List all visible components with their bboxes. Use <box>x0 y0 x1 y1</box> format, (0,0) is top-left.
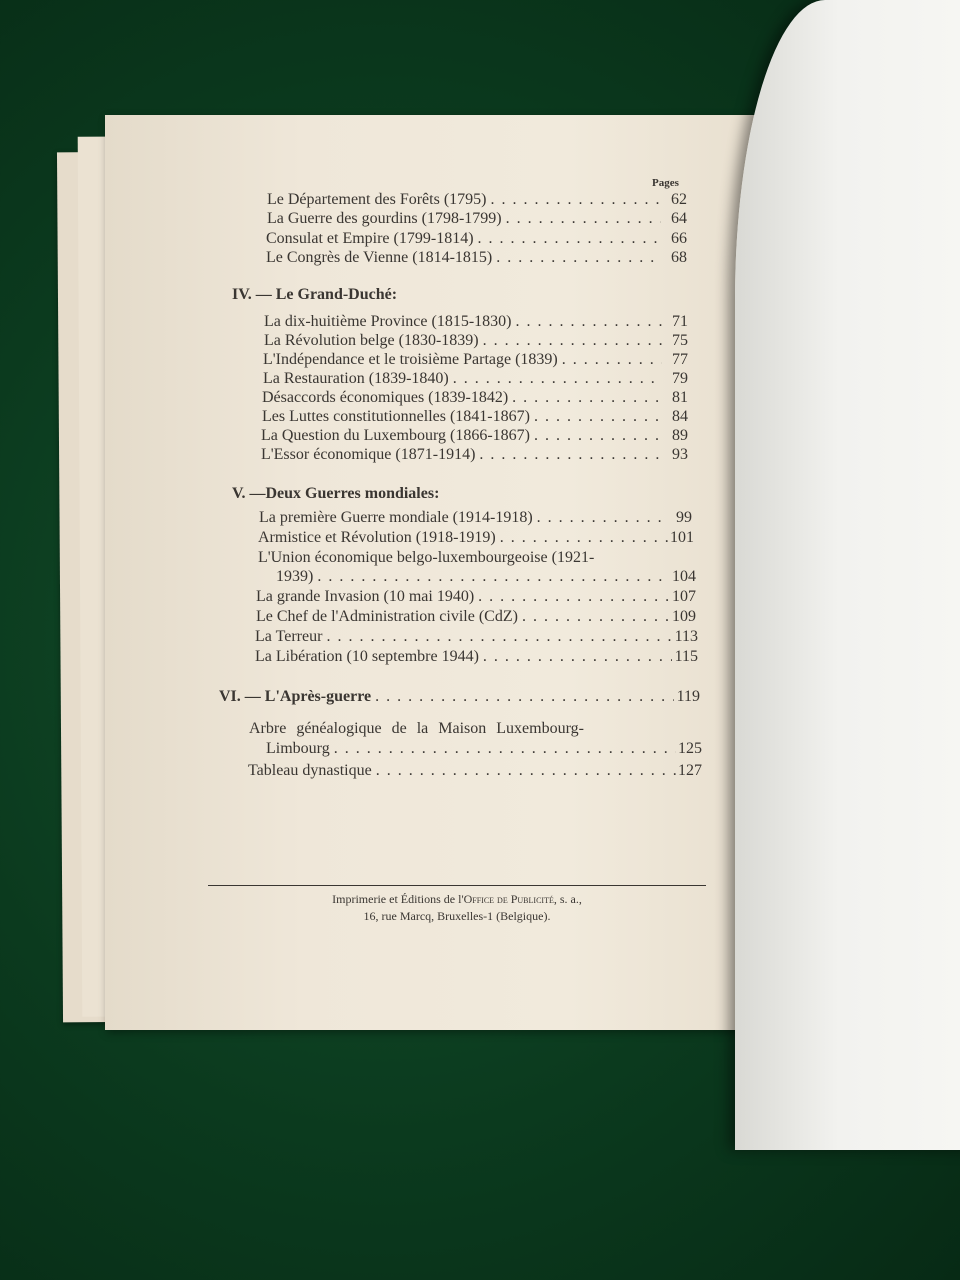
toc-entry-page: 99 <box>676 509 692 526</box>
toc-entry-page: 113 <box>674 628 698 645</box>
toc-entry-page: 68 <box>671 249 687 266</box>
toc-entry-label: Le Département des Forêts (1795) <box>267 191 487 208</box>
toc-entry <box>255 646 698 668</box>
toc-entry-label: Les Luttes constitutionnelles (1841-1867) <box>262 408 530 425</box>
toc-entry <box>256 586 696 608</box>
toc-entry-page: 71 <box>672 313 688 330</box>
toc-entry-label: La Question du Luxembourg (1866-1867) <box>261 427 530 444</box>
toc-entry-label: La Terreur <box>255 628 323 645</box>
toc-entry-page: 64 <box>671 210 687 227</box>
toc-entry-label: Limbourg <box>266 740 330 757</box>
toc-entry <box>266 738 702 760</box>
toc-entry-label: L'Indépendance et le troisième Partage (1839) <box>263 351 558 368</box>
toc-entry-page: 62 <box>671 191 687 208</box>
toc-entry <box>258 527 694 549</box>
toc-entry-page: 93 <box>672 446 688 463</box>
toc-entry-label: La première Guerre mondiale (1914-1918) <box>259 509 533 526</box>
section-heading: IV. — Le Grand-Duché: <box>232 286 398 303</box>
toc-entry <box>255 626 698 648</box>
toc-entry <box>266 247 687 269</box>
imprint-line-1: Imprimerie et Éditions de l'Office de Publicité, s. a., <box>332 892 582 906</box>
toc-entry-page: 109 <box>672 608 696 625</box>
toc-entry-label: Arbre généalogique de la Maison Luxembourg- <box>249 720 584 737</box>
toc-entry-label: L'Union économique belgo-luxembourgeoise (1921- <box>258 549 595 566</box>
toc-entry-label: Désaccords économiques (1839-1842) <box>262 389 509 406</box>
toc-entry-label: La Restauration (1839-1840) <box>263 370 449 387</box>
toc-entry-label: Le Congrès de Vienne (1814-1815) <box>266 249 493 266</box>
toc-entry-label: Consulat et Empire (1799-1814) <box>266 230 474 247</box>
toc-entry-page: 79 <box>672 370 688 387</box>
section-heading: V. —Deux Guerres mondiales: <box>232 485 440 502</box>
toc-entry-page: 115 <box>674 648 698 665</box>
toc-entry-page: 107 <box>672 588 696 605</box>
toc-entry <box>276 566 696 588</box>
toc-entry <box>267 208 687 230</box>
toc-entry-label: Le Chef de l'Administration civile (CdZ) <box>256 608 518 625</box>
toc-entry-label: La Libération (10 septembre 1944) <box>255 648 479 665</box>
toc-entry-label: Tableau dynastique <box>248 762 372 779</box>
toc-entry-page: 127 <box>678 762 702 779</box>
toc-entry-label: 1939) <box>276 568 314 585</box>
toc-entry-page: 75 <box>672 332 688 349</box>
imprint-line-2: 16, rue Marcq, Bruxelles-1 (Belgique). <box>363 909 551 923</box>
toc-entry-page: 125 <box>678 740 702 757</box>
toc-entry-label: La grande Invasion (10 mai 1940) <box>256 588 475 605</box>
toc-entry <box>256 606 696 628</box>
toc-entry-page: 84 <box>672 408 688 425</box>
toc-entry <box>259 507 692 529</box>
toc-entry-label: La dix-huitième Province (1815-1830) <box>264 313 512 330</box>
pages-column-header: Pages <box>652 177 679 189</box>
toc-entry-label: L'Essor économique (1871-1914) <box>261 446 476 463</box>
toc-entry <box>249 718 669 740</box>
toc-entry-label: La Révolution belge (1830-1839) <box>264 332 479 349</box>
toc-entry-label: Armistice et Révolution (1918-1919) <box>258 529 496 546</box>
toc-entry-page: 101 <box>670 529 694 546</box>
toc-entry-page: 104 <box>672 568 696 585</box>
toc-entry-page: 66 <box>671 230 687 247</box>
toc-entry-page: 77 <box>672 351 688 368</box>
section-heading-entry <box>219 686 700 708</box>
toc-entry-page: 81 <box>672 389 688 406</box>
toc-entry-label: La Guerre des gourdins (1798-1799) <box>267 210 502 227</box>
section-heading: VI. — L'Après-guerre <box>219 688 372 705</box>
toc-entry <box>261 444 688 466</box>
toc-entry <box>248 760 702 782</box>
footer-rule <box>208 885 706 886</box>
toc-entry-page: 119 <box>676 688 700 705</box>
toc-entry-page: 89 <box>672 427 688 444</box>
